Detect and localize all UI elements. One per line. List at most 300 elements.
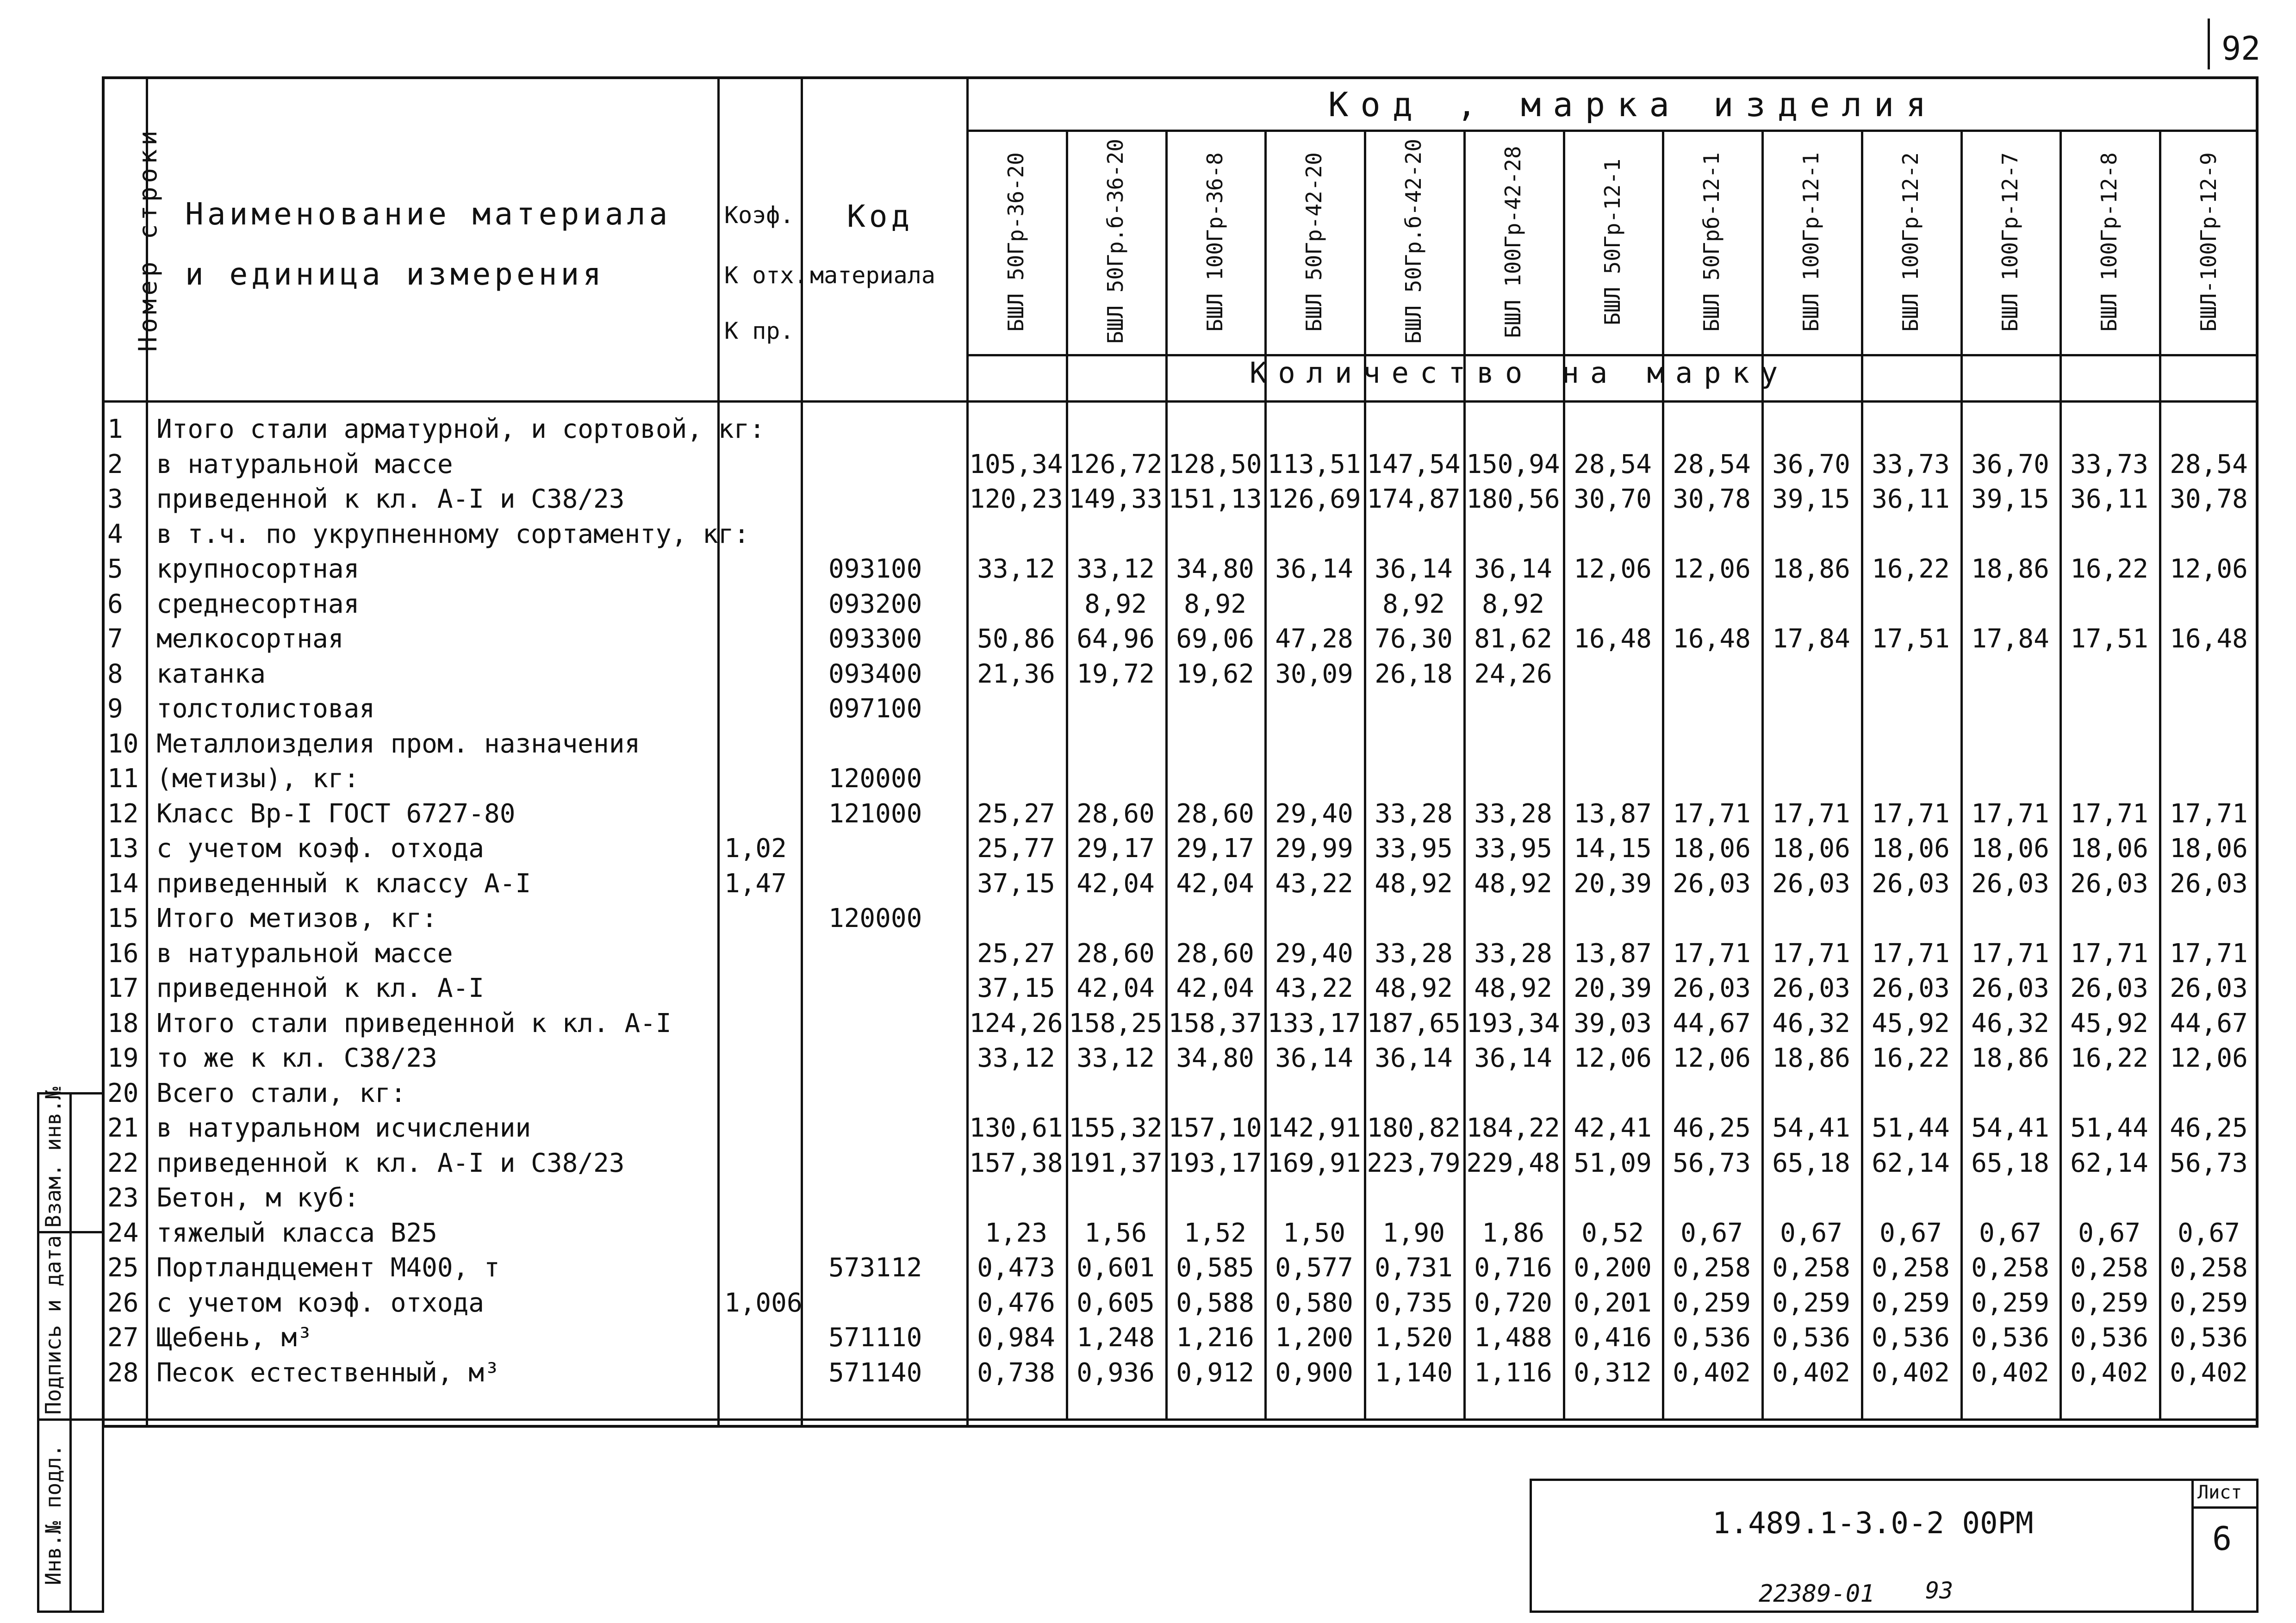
quantity-value: 0,900 <box>1275 1358 1353 1388</box>
quantity-value: 1,216 <box>1176 1323 1254 1353</box>
quantity-value: 33,12 <box>1076 1043 1155 1073</box>
value-col-divider <box>1463 400 1466 1418</box>
quantity-value: 48,92 <box>1375 973 1453 1003</box>
product-col-divider <box>1960 130 1963 400</box>
quantity-value: 30,78 <box>1673 484 1751 514</box>
side-stamp-sep2 <box>37 1418 104 1421</box>
quantity-value: 26,03 <box>1673 973 1751 1003</box>
quantity-value: 12,06 <box>1574 1043 1652 1073</box>
quantity-value: 16,22 <box>2070 1043 2148 1073</box>
quantity-value: 0,536 <box>2070 1323 2148 1353</box>
quantity-value: 0,67 <box>1979 1218 2041 1248</box>
quantity-value: 29,17 <box>1076 833 1155 864</box>
quantity-value: 0,402 <box>1673 1358 1751 1388</box>
quantity-value: 44,67 <box>1673 1008 1751 1038</box>
quantity-value: 0,258 <box>1673 1253 1751 1283</box>
coef-header-line3: К пр. <box>724 317 794 344</box>
quantity-value: 62,14 <box>2070 1148 2148 1178</box>
page-number: 92 <box>2221 30 2261 68</box>
quantity-value: 1,140 <box>1375 1358 1453 1388</box>
quantity-value: 0,585 <box>1176 1253 1254 1283</box>
quantity-value: 1,116 <box>1474 1358 1552 1388</box>
quantity-value: 169,91 <box>1267 1148 1361 1178</box>
quantity-value: 1,50 <box>1283 1218 1345 1248</box>
quantity-value: 0,716 <box>1474 1253 1552 1283</box>
quantity-value: 45,92 <box>2070 1008 2148 1038</box>
material-name: Итого стали арматурной, и сортовой, кг: <box>156 414 765 444</box>
row-number: 26 <box>107 1288 139 1318</box>
quantity-value: 56,73 <box>2170 1148 2248 1178</box>
quantity-value: 36,14 <box>1275 1043 1353 1073</box>
quantity-value: 26,03 <box>2070 869 2148 899</box>
quantity-value: 151,13 <box>1168 484 1262 514</box>
row-number: 2 <box>107 449 123 479</box>
row-number: 8 <box>107 659 123 689</box>
quantity-value: 17,71 <box>2070 799 2148 829</box>
quantity-value: 0,67 <box>1780 1218 1842 1248</box>
quantity-value: 16,48 <box>2170 624 2248 654</box>
quantity-value: 56,73 <box>1673 1148 1751 1178</box>
quantity-value: 174,87 <box>1367 484 1461 514</box>
quantity-value: 18,06 <box>2170 833 2248 864</box>
quantity-value: 16,22 <box>1872 1043 1950 1073</box>
quantity-value: 26,03 <box>1673 869 1751 899</box>
material-code: 120000 <box>828 903 922 933</box>
material-name: тяжелый класса В25 <box>156 1218 437 1248</box>
product-mark-label: БШЛ 50Гр-12-1 <box>1600 158 1625 326</box>
quantity-value: 28,54 <box>1673 449 1751 479</box>
quantity-value: 0,402 <box>2170 1358 2248 1388</box>
quantity-value: 1,86 <box>1482 1218 1544 1248</box>
quantity-value: 33,28 <box>1375 939 1453 969</box>
title-block-frame <box>1530 1479 2259 1613</box>
quantity-value: 0,67 <box>1879 1218 1942 1248</box>
product-mark-label: БШЛ-100Гр-12-9 <box>2196 152 2221 332</box>
quantity-value: 126,69 <box>1267 484 1361 514</box>
value-col-divider <box>1066 400 1068 1418</box>
bottom-note: 22389-01 <box>1759 1580 1875 1608</box>
quantity-value: 33,73 <box>1872 449 1950 479</box>
quantity-value: 34,80 <box>1176 554 1254 584</box>
row-number: 16 <box>107 939 139 969</box>
quantity-value: 34,80 <box>1176 1043 1254 1073</box>
quantity-value: 26,03 <box>1772 869 1850 899</box>
quantity-value: 187,65 <box>1367 1008 1461 1038</box>
quantity-value: 39,15 <box>1971 484 2049 514</box>
quantity-header: Количество на марку <box>1250 356 1789 390</box>
quantity-value: 191,37 <box>1069 1148 1163 1178</box>
quantity-value: 0,536 <box>1971 1323 2049 1353</box>
quantity-value: 17,71 <box>2070 939 2148 969</box>
quantity-value: 36,14 <box>1375 554 1453 584</box>
row-number: 14 <box>107 869 139 899</box>
quantity-value: 0,476 <box>977 1288 1055 1318</box>
quantity-value: 33,73 <box>2070 449 2148 479</box>
quantity-value: 36,11 <box>2070 484 2148 514</box>
value-col-divider <box>2159 400 2161 1418</box>
quantity-value: 0,200 <box>1574 1253 1652 1283</box>
quantity-value: 0,536 <box>1872 1323 1950 1353</box>
row-number: 20 <box>107 1078 139 1108</box>
document-code: 1.489.1-3.0-2 00РМ <box>1712 1506 2034 1541</box>
quantity-value: 26,18 <box>1375 659 1453 689</box>
quantity-value: 0,731 <box>1375 1253 1453 1283</box>
value-col-divider <box>1861 400 1863 1418</box>
product-mark-label: БШЛ 50Гр-42-20 <box>1301 152 1326 332</box>
quantity-value: 46,25 <box>2170 1113 2248 1143</box>
quantity-value: 17,71 <box>1673 799 1751 829</box>
value-col-divider <box>1364 400 1366 1418</box>
row-number: 15 <box>107 903 139 933</box>
material-name: с учетом коэф. отхода <box>156 1288 485 1318</box>
value-col-divider <box>1960 400 1963 1418</box>
product-mark-label: БШЛ 100Гр-42-28 <box>1500 146 1525 338</box>
product-col-divider <box>2060 130 2062 400</box>
col-divider-code <box>966 76 969 1428</box>
quantity-value: 69,06 <box>1176 624 1254 654</box>
quantity-value: 130,61 <box>969 1113 1063 1143</box>
material-name: Итого метизов, кг: <box>156 903 437 933</box>
product-mark-label: БШЛ 50Грб-12-1 <box>1699 152 1724 332</box>
row-number: 24 <box>107 1218 139 1248</box>
quantity-value: 17,71 <box>1971 939 2049 969</box>
material-name: Песок естественный, м³ <box>156 1358 500 1388</box>
quantity-value: 30,78 <box>2170 484 2248 514</box>
quantity-value: 0,601 <box>1076 1253 1155 1283</box>
product-header-line <box>966 130 2259 132</box>
material-code: 093300 <box>828 624 922 654</box>
product-col-divider <box>1861 130 1863 400</box>
quantity-value: 26,03 <box>1971 869 2049 899</box>
quantity-value: 17,71 <box>1673 939 1751 969</box>
row-number: 18 <box>107 1008 139 1038</box>
quantity-value: 42,04 <box>1076 869 1155 899</box>
title-block-sheet-line <box>2191 1506 2259 1509</box>
quantity-value: 12,06 <box>1574 554 1652 584</box>
quantity-value: 124,26 <box>969 1008 1063 1038</box>
quantity-value: 0,402 <box>2070 1358 2148 1388</box>
quantity-value: 21,36 <box>977 659 1055 689</box>
quantity-value: 36,11 <box>1872 484 1950 514</box>
row-number: 13 <box>107 833 139 864</box>
quantity-value: 0,605 <box>1076 1288 1155 1318</box>
material-name: катанка <box>156 659 266 689</box>
row-number: 28 <box>107 1358 139 1388</box>
quantity-value: 48,92 <box>1474 973 1552 1003</box>
quantity-value: 12,06 <box>2170 554 2248 584</box>
quantity-value: 62,14 <box>1872 1148 1950 1178</box>
quantity-value: 17,71 <box>1872 939 1950 969</box>
quantity-value: 16,48 <box>1673 624 1751 654</box>
quantity-value: 46,32 <box>1971 1008 2049 1038</box>
quantity-value: 16,48 <box>1574 624 1652 654</box>
quantity-value: 28,60 <box>1076 939 1155 969</box>
quantity-value: 0,416 <box>1574 1323 1652 1353</box>
page-number-divider <box>2208 19 2210 69</box>
quantity-value: 0,52 <box>1581 1218 1644 1248</box>
quantity-value: 0,402 <box>1872 1358 1950 1388</box>
row-number-header: Номер строки <box>133 126 162 352</box>
quantity-value: 16,22 <box>2070 554 2148 584</box>
quantity-value: 158,37 <box>1168 1008 1262 1038</box>
quantity-value: 150,94 <box>1466 449 1560 479</box>
product-mark-label: БШЛ 50Гр-36-20 <box>1003 152 1028 332</box>
material-code: 097100 <box>828 694 922 724</box>
material-name: приведенной к кл. А-I и С38/23 <box>156 1148 625 1178</box>
quantity-value: 33,28 <box>1474 799 1552 829</box>
quantity-value: 1,23 <box>985 1218 1047 1248</box>
quantity-value: 20,39 <box>1574 869 1652 899</box>
material-code: 093400 <box>828 659 922 689</box>
quantity-value: 36,14 <box>1474 554 1552 584</box>
product-mark-label: БШЛ 100Гр-12-2 <box>1898 152 1923 332</box>
value-col-divider <box>1563 400 1565 1418</box>
quantity-value: 16,22 <box>1872 554 1950 584</box>
row-number: 25 <box>107 1253 139 1283</box>
quantity-value: 26,03 <box>2070 973 2148 1003</box>
product-col-divider <box>1066 130 1068 400</box>
product-mark-label: БШЛ 100Гр-12-8 <box>2097 152 2122 332</box>
quantity-value: 48,92 <box>1474 869 1552 899</box>
quantity-value: 149,33 <box>1069 484 1163 514</box>
quantity-value: 193,17 <box>1168 1148 1262 1178</box>
quantity-value: 50,86 <box>977 624 1055 654</box>
quantity-value: 18,06 <box>1971 833 2049 864</box>
quantity-value: 33,95 <box>1474 833 1552 864</box>
value-col-divider <box>1662 400 1664 1418</box>
product-group-header: Код , марка изделия <box>1328 85 1938 124</box>
quantity-value: 0,738 <box>977 1358 1055 1388</box>
row-number: 21 <box>107 1113 139 1143</box>
quantity-value: 12,06 <box>2170 1043 2248 1073</box>
row-number: 17 <box>107 973 139 1003</box>
material-name: Металлоизделия пром. назначения <box>156 729 641 759</box>
quantity-value: 26,03 <box>1872 973 1950 1003</box>
quantity-value: 26,03 <box>1772 973 1850 1003</box>
quantity-value: 18,06 <box>1772 833 1850 864</box>
quantity-value: 157,38 <box>969 1148 1063 1178</box>
material-name: Класс Вр-I ГОСТ 6727-80 <box>156 799 516 829</box>
row-number: 22 <box>107 1148 139 1178</box>
quantity-value: 0,936 <box>1076 1358 1155 1388</box>
quantity-value: 1,200 <box>1275 1323 1353 1353</box>
row-number: 6 <box>107 589 123 619</box>
material-name: Итого стали приведенной к кл. А-I <box>156 1008 672 1038</box>
quantity-value: 26,03 <box>1872 869 1950 899</box>
material-name: приведенной к кл. А-I и С38/23 <box>156 484 625 514</box>
quantity-value: 0,402 <box>1971 1358 2049 1388</box>
quantity-value: 18,86 <box>1772 1043 1850 1073</box>
row-number: 12 <box>107 799 139 829</box>
code-header-line2: материала <box>810 262 935 289</box>
row-number: 4 <box>107 519 123 549</box>
quantity-value: 0,67 <box>2078 1218 2140 1248</box>
quantity-value: 1,488 <box>1474 1323 1552 1353</box>
quantity-value: 0,259 <box>2070 1288 2148 1318</box>
quantity-value: 25,27 <box>977 939 1055 969</box>
quantity-value: 25,27 <box>977 799 1055 829</box>
quantity-value: 47,28 <box>1275 624 1353 654</box>
row-number: 1 <box>107 414 123 444</box>
material-name: в натуральной массе <box>156 939 453 969</box>
quantity-value: 26,03 <box>1971 973 2049 1003</box>
material-name: толстолистовая <box>156 694 375 724</box>
quantity-value: 33,12 <box>977 554 1055 584</box>
quantity-value: 0,577 <box>1275 1253 1353 1283</box>
product-mark-label: БШЛ 100Гр-12-1 <box>1798 152 1823 332</box>
quantity-value: 37,15 <box>977 869 1055 899</box>
quantity-value: 51,44 <box>1872 1113 1950 1143</box>
material-code: 573112 <box>828 1253 922 1283</box>
row-number: 11 <box>107 764 139 794</box>
side-stamp-sign-date: Подпись и дата <box>41 1235 66 1415</box>
quantity-value: 0,402 <box>1772 1358 1850 1388</box>
coefficient: 1,47 <box>724 869 787 899</box>
quantity-value: 133,17 <box>1267 1008 1361 1038</box>
quantity-value: 17,71 <box>2170 799 2248 829</box>
quantity-value: 1,52 <box>1184 1218 1246 1248</box>
quantity-value: 20,39 <box>1574 973 1652 1003</box>
coefficient: 1,02 <box>724 833 787 864</box>
quantity-value: 42,04 <box>1176 869 1254 899</box>
material-name: крупносортная <box>156 554 360 584</box>
quantity-value: 0,258 <box>2070 1253 2148 1283</box>
quantity-value: 0,912 <box>1176 1358 1254 1388</box>
col-divider-name <box>717 76 720 1428</box>
sheet-number: 6 <box>2212 1520 2232 1558</box>
material-name: в т.ч. по укрупненному сортаменту, кг: <box>156 519 750 549</box>
quantity-value: 65,18 <box>1971 1148 2049 1178</box>
material-name: Бетон, м куб: <box>156 1183 360 1213</box>
quantity-value: 54,41 <box>1971 1113 2049 1143</box>
quantity-value: 223,79 <box>1367 1148 1461 1178</box>
quantity-value: 120,23 <box>969 484 1063 514</box>
quantity-value: 0,259 <box>1772 1288 1850 1318</box>
quantity-value: 48,92 <box>1375 869 1453 899</box>
quantity-value: 28,54 <box>1574 449 1652 479</box>
material-name: приведенный к классу А-I <box>156 869 531 899</box>
quantity-value: 184,22 <box>1466 1113 1560 1143</box>
material-name: Всего стали, кг: <box>156 1078 406 1108</box>
quantity-value: 113,51 <box>1267 449 1361 479</box>
quantity-value: 17,51 <box>2070 624 2148 654</box>
quantity-value: 42,41 <box>1574 1113 1652 1143</box>
quantity-value: 0,536 <box>1673 1323 1751 1353</box>
quantity-value: 105,34 <box>969 449 1063 479</box>
quantity-value: 33,95 <box>1375 833 1453 864</box>
quantity-value: 81,62 <box>1474 624 1552 654</box>
material-code: 093200 <box>828 589 922 619</box>
row-number: 10 <box>107 729 139 759</box>
quantity-value: 42,04 <box>1176 973 1254 1003</box>
quantity-value: 26,03 <box>2170 869 2248 899</box>
material-name: Щебень, м³ <box>156 1323 313 1353</box>
quantity-value: 0,258 <box>1971 1253 2049 1283</box>
quantity-value: 33,28 <box>1474 939 1552 969</box>
quantity-value: 19,72 <box>1076 659 1155 689</box>
quantity-value: 76,30 <box>1375 624 1453 654</box>
material-name: Портландцемент М400, т <box>156 1253 500 1283</box>
quantity-value: 17,71 <box>1772 939 1850 969</box>
quantity-value: 126,72 <box>1069 449 1163 479</box>
quantity-value: 17,84 <box>1971 624 2049 654</box>
row-number: 27 <box>107 1323 139 1353</box>
quantity-value: 193,34 <box>1466 1008 1560 1038</box>
product-mark-label: БШЛ 100Гр-12-7 <box>1997 152 2022 332</box>
product-col-divider <box>2159 130 2161 400</box>
quantity-value: 37,15 <box>977 973 1055 1003</box>
quantity-value: 180,82 <box>1367 1113 1461 1143</box>
value-col-divider <box>1165 400 1168 1418</box>
quantity-value: 18,06 <box>1673 833 1751 864</box>
quantity-value: 65,18 <box>1772 1148 1850 1178</box>
quantity-value: 36,14 <box>1474 1043 1552 1073</box>
quantity-value: 12,06 <box>1673 1043 1751 1073</box>
quantity-value: 33,28 <box>1375 799 1453 829</box>
quantity-value: 0,473 <box>977 1253 1055 1283</box>
quantity-value: 0,580 <box>1275 1288 1353 1318</box>
quantity-value: 8,92 <box>1482 589 1544 619</box>
quantity-value: 18,86 <box>1772 554 1850 584</box>
quantity-value: 33,12 <box>1076 554 1155 584</box>
quantity-value: 17,71 <box>1971 799 2049 829</box>
quantity-value: 18,86 <box>1971 1043 2049 1073</box>
quantity-value: 39,15 <box>1772 484 1850 514</box>
material-name: с учетом коэф. отхода <box>156 833 485 864</box>
quantity-value: 155,32 <box>1069 1113 1163 1143</box>
quantity-value: 157,10 <box>1168 1113 1262 1143</box>
side-stamp-replace-inv: Взам. инв.№ <box>41 1087 66 1228</box>
quantity-value: 17,71 <box>1872 799 1950 829</box>
quantity-value: 44,67 <box>2170 1008 2248 1038</box>
title-block-sheet-divider <box>2191 1479 2194 1613</box>
quantity-value: 24,26 <box>1474 659 1552 689</box>
quantity-value: 8,92 <box>1382 589 1445 619</box>
quantity-value: 0,536 <box>1772 1323 1850 1353</box>
row-number: 7 <box>107 624 123 654</box>
quantity-value: 0,258 <box>1772 1253 1850 1283</box>
quantity-value: 46,25 <box>1673 1113 1751 1143</box>
quantity-value: 180,56 <box>1466 484 1560 514</box>
quantity-value: 29,17 <box>1176 833 1254 864</box>
quantity-value: 33,12 <box>977 1043 1055 1073</box>
quantity-value: 142,91 <box>1267 1113 1361 1143</box>
quantity-value: 43,22 <box>1275 869 1353 899</box>
quantity-value: 1,56 <box>1084 1218 1147 1248</box>
quantity-value: 28,60 <box>1176 939 1254 969</box>
coef-header-line1: Коэф. <box>724 202 794 229</box>
side-stamp-original-inv: Инв.№ подл. <box>41 1444 66 1586</box>
material-name: мелкосортная <box>156 624 344 654</box>
quantity-value: 128,50 <box>1168 449 1262 479</box>
material-code: 571140 <box>828 1358 922 1388</box>
product-col-divider <box>1165 130 1168 400</box>
product-mark-label: БШЛ 50Гр.б-36-20 <box>1103 138 1128 344</box>
quantity-value: 0,588 <box>1176 1288 1254 1318</box>
quantity-value: 17,71 <box>2170 939 2248 969</box>
quantity-value: 17,51 <box>1872 624 1950 654</box>
quantity-value: 51,09 <box>1574 1148 1652 1178</box>
sheet-label: Лист <box>2197 1482 2242 1503</box>
material-name: приведенной к кл. А-I <box>156 973 485 1003</box>
quantity-value: 36,70 <box>1971 449 2049 479</box>
code-header-line1: Код <box>847 199 914 234</box>
quantity-value: 36,70 <box>1772 449 1850 479</box>
quantity-value: 0,67 <box>1680 1218 1743 1248</box>
row-number: 5 <box>107 554 123 584</box>
quantity-value: 0,259 <box>2170 1288 2248 1318</box>
material-name: (метизы), кг: <box>156 764 360 794</box>
